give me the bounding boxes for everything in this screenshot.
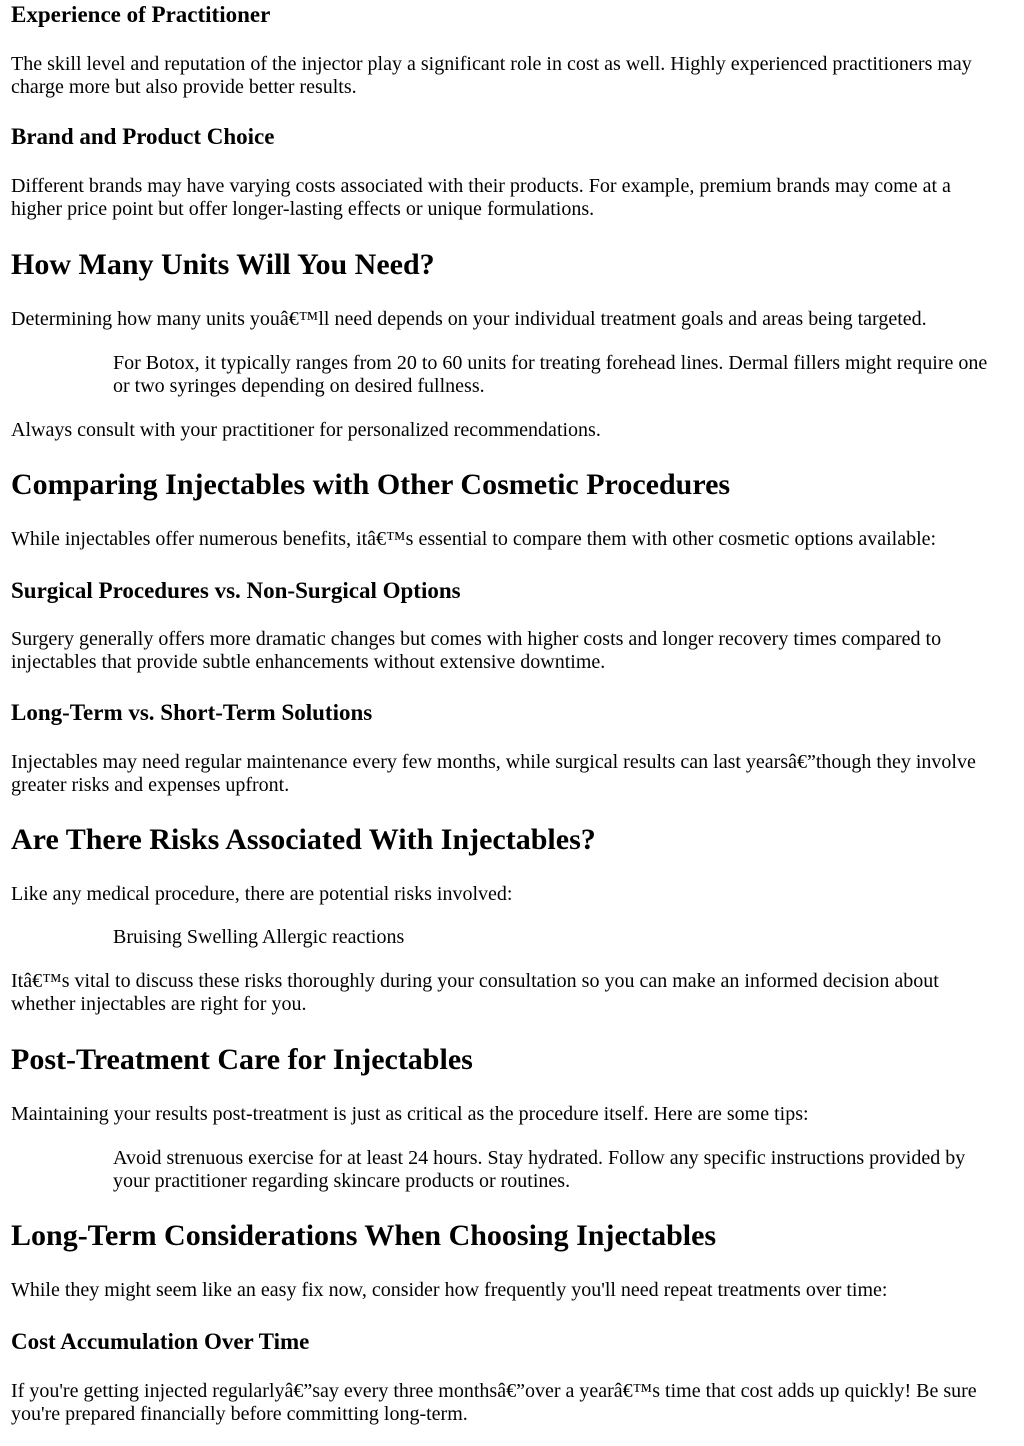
units-heading: How Many Units Will You Need? bbox=[11, 248, 435, 281]
cost-paragraph: If you're getting injected regularlyâ€”say every three monthsâ€”over a yearâ€™s time that cost adds up quickly! Be sure you're prepared financially before committing long-term. bbox=[11, 1380, 977, 1425]
surgical-paragraph: Surgery generally offers more dramatic changes but comes with higher costs and longer recovery times compared to injectables that provide subtle enhancements without extensive downtime. bbox=[11, 628, 942, 673]
experience-paragraph: The skill level and reputation of the injector play a significant role in cost as well. Highly experienced practitioners may charge more but also provide better results. bbox=[11, 53, 972, 98]
brand-paragraph: Different brands may have varying costs associated with their products. For example, premium brands may come at a higher price point but offer longer-lasting effects or unique formulations. bbox=[11, 175, 951, 220]
risks-blockquote: Bruising Swelling Allergic reactions bbox=[113, 926, 405, 948]
care-heading: Post-Treatment Care for Injectables bbox=[11, 1043, 473, 1076]
surgical-heading: Surgical Procedures vs. Non-Surgical Options bbox=[11, 578, 461, 603]
considerations-heading: Long-Term Considerations When Choosing Injectables bbox=[11, 1219, 717, 1252]
risks-heading: Are There Risks Associated With Injectables? bbox=[11, 823, 596, 856]
brand-heading: Brand and Product Choice bbox=[11, 124, 275, 149]
risks-vital-paragraph: Itâ€™s vital to discuss these risks thoroughly during your consultation so you can make an informed decision about whether injectables are right for you. bbox=[11, 970, 939, 1015]
units-blockquote: For Botox, it typically ranges from 20 to 60 units for treating forehead lines. Dermal fillers might require one or two syringes depending on desired fullness. bbox=[113, 352, 988, 397]
comparing-paragraph: While injectables offer numerous benefits, itâ€™s essential to compare them with other cosmetic options available: bbox=[11, 528, 937, 550]
longterm-heading: Long-Term vs. Short-Term Solutions bbox=[11, 700, 373, 725]
units-paragraph: Determining how many units youâ€™ll need depends on your individual treatment goals and areas being targeted. bbox=[11, 308, 927, 330]
care-blockquote: Avoid strenuous exercise for at least 24 hours. Stay hydrated. Follow any specific instructions provided by your practitioner regarding skincare products or routines. bbox=[113, 1147, 966, 1192]
longterm-paragraph: Injectables may need regular maintenance every few months, while surgical results can last yearsâ€”though they involve greater risks and expenses upfront. bbox=[11, 751, 976, 796]
units-consult-paragraph: Always consult with your practitioner for personalized recommendations. bbox=[11, 419, 601, 441]
experience-heading: Experience of Practitioner bbox=[11, 2, 271, 27]
risks-paragraph: Like any medical procedure, there are potential risks involved: bbox=[11, 883, 513, 905]
comparing-heading: Comparing Injectables with Other Cosmetic Procedures bbox=[11, 468, 731, 501]
considerations-paragraph: While they might seem like an easy fix now, consider how frequently you'll need repeat treatments over time: bbox=[11, 1279, 888, 1301]
care-paragraph: Maintaining your results post-treatment is just as critical as the procedure itself. Here are some tips: bbox=[11, 1103, 809, 1125]
cost-heading: Cost Accumulation Over Time bbox=[11, 1329, 310, 1354]
